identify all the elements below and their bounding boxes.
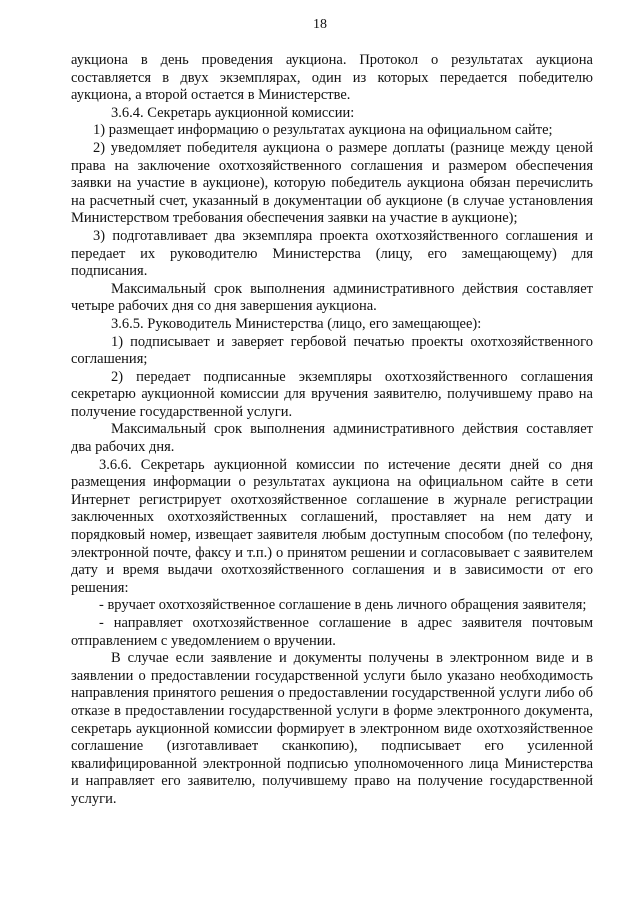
paragraph-notify-winner: 2) уведомляет победителя аукциона о размере доплаты (разнице между ценой права на заключение охотхозяйственного соглашения и размером обеспечения заявки на участие в аукционе), которую победитель аукциона обязан перечислить на расчетный счет, указанный в документации об аукционе (в случае установления Министерством требования обеспечения заявки на участие в аукционе); — [71, 139, 593, 227]
paragraph-publish-results: 1) размещает информацию о результатах аукциона на официальном сайте; — [93, 122, 553, 139]
section-3-6-5-heading: 3.6.5. Руководитель Министерства (лицо, его замещающее): — [111, 315, 482, 332]
paragraph-auction-protocol: аукциона в день проведения аукциона. Протокол о результатах аукциона составляется в двух экземплярах, один из которых передается победителю аукциона, а второй остается в Министерстве. — [71, 52, 593, 104]
page-number: 18 — [313, 17, 327, 32]
paragraph-prepare-copies: 3) подготавливает два экземпляра проекта охотхозяйственного соглашения и передает их руководителю Министерства (лицу, его замещающему) для подписания. — [71, 227, 593, 280]
paragraph-sign-and-seal: 1) подписывает и заверяет гербовой печатью проекты охотхозяйственного соглашения; — [71, 333, 593, 368]
paragraph-electronic-form: В случае если заявление и документы получены в электронном виде и в заявлении о предоставлении государственной услуги было указано необходимость направления принятого решения о предоставлении государственной услуги либо об отказе в предоставлении государственной услуги в форме электронного документа, секретарь аукционной комиссии формирует в электронном виде охотхозяйственное соглашение (изготавливает сканкопию), подписывает его усиленной квалифицированной электронной подписью уполномоченного лица Министерства и направляет его заявителю, получившему право на получение государственной услуги. — [71, 650, 593, 807]
paragraph-deadline-four-days: Максимальный срок выполнения административного действия составляет четыре рабочих дня со дня завершения аукциона. — [71, 280, 593, 315]
document-body — [71, 52, 593, 809]
paragraph-deadline-two-days: Максимальный срок выполнения административного действия составляет два рабочих дня. — [71, 421, 593, 456]
section-3-6-4-heading: 3.6.4. Секретарь аукционной комиссии: — [111, 104, 355, 121]
paragraph-transfer-copies: 2) передает подписанные экземпляры охотхозяйственного соглашения секретарю аукционной комиссии для вручения заявителю, получившему право на получение государственной услуги. — [71, 368, 593, 420]
paragraph-send-by-mail: - направляет охотхозяйственное соглашение в адрес заявителя почтовым отправлением с уведомлением о вручении. — [71, 615, 593, 649]
paragraph-hand-over: - вручает охотхозяйственное соглашение в день личного обращения заявителя; — [99, 597, 587, 614]
section-3-6-6-paragraph: 3.6.6. Секретарь аукционной комиссии по истечение десяти дней со дня размещения информации о результатах аукциона на официальном сайте в сети Интернет регистрирует охотхозяйственное соглашение в журнале регистрации заключенных охотхозяйственных соглашений, проставляет на нем дату и порядковый номер, извещает заявителя любым доступным способом (по телефону, электронной почте, факсу и т.п.) о принятом решении и согласовывает с заявителем дату и время выдачи охотхозяйственного соглашения и в зависимости от его решения: — [71, 456, 593, 596]
